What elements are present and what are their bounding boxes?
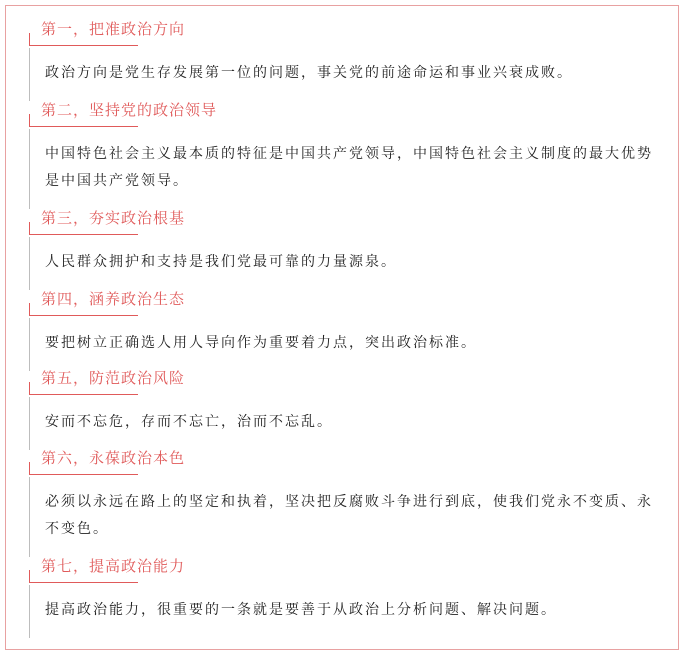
heading-marker bbox=[29, 474, 41, 475]
section-heading bbox=[25, 549, 655, 585]
section-heading bbox=[25, 361, 655, 397]
section-title: 第七，提高政治能力 bbox=[41, 557, 186, 575]
heading-marker bbox=[29, 462, 30, 474]
section-5 bbox=[25, 361, 655, 450]
heading-underline bbox=[41, 582, 138, 583]
section-title: 第一，把准政治方向 bbox=[41, 20, 186, 38]
heading-marker bbox=[29, 114, 30, 126]
section-title: 第二，坚持党的政治领导 bbox=[41, 101, 218, 119]
section-heading bbox=[25, 12, 655, 48]
section-title: 第六，永葆政治本色 bbox=[41, 449, 186, 467]
section-7 bbox=[25, 549, 655, 638]
section-text: 人民群众拥护和支持是我们党最可靠的力量源泉。 bbox=[29, 237, 655, 290]
section-6 bbox=[25, 441, 655, 557]
heading-underline bbox=[41, 474, 138, 475]
section-text: 中国特色社会主义最本质的特征是中国共产党领导，中国特色社会主义制度的最大优势是中国共产党领导。 bbox=[29, 129, 655, 209]
heading-underline bbox=[41, 234, 138, 235]
section-heading bbox=[25, 441, 655, 477]
section-2 bbox=[25, 93, 655, 209]
heading-marker bbox=[29, 582, 41, 583]
heading-underline bbox=[41, 45, 138, 46]
heading-marker bbox=[29, 33, 30, 45]
section-text: 必须以永远在路上的坚定和执着，坚决把反腐败斗争进行到底，使我们党永不变质、永不变色。 bbox=[29, 477, 655, 557]
heading-marker bbox=[29, 45, 41, 46]
heading-marker bbox=[29, 382, 30, 394]
heading-marker bbox=[29, 234, 41, 235]
heading-underline bbox=[41, 315, 138, 316]
section-heading bbox=[25, 93, 655, 129]
section-4 bbox=[25, 282, 655, 371]
section-title: 第四，涵养政治生态 bbox=[41, 290, 186, 308]
heading-underline bbox=[41, 394, 138, 395]
section-title: 第三，夯实政治根基 bbox=[41, 209, 186, 227]
section-heading bbox=[25, 201, 655, 237]
section-3 bbox=[25, 201, 655, 290]
section-1 bbox=[25, 12, 655, 101]
section-title: 第五，防范政治风险 bbox=[41, 369, 186, 387]
heading-underline bbox=[41, 126, 138, 127]
section-heading bbox=[25, 282, 655, 318]
heading-marker bbox=[29, 570, 30, 582]
section-text: 政治方向是党生存发展第一位的问题，事关党的前途命运和事业兴衰成败。 bbox=[29, 48, 655, 101]
section-text: 要把树立正确选人用人导向作为重要着力点，突出政治标准。 bbox=[29, 318, 655, 371]
section-text: 提高政治能力，很重要的一条就是要善于从政治上分析问题、解决问题。 bbox=[29, 585, 655, 638]
heading-marker bbox=[29, 315, 41, 316]
heading-marker bbox=[29, 303, 30, 315]
heading-marker bbox=[29, 394, 41, 395]
section-text: 安而不忘危，存而不忘亡，治而不忘乱。 bbox=[29, 397, 655, 450]
heading-marker bbox=[29, 222, 30, 234]
heading-marker bbox=[29, 126, 41, 127]
